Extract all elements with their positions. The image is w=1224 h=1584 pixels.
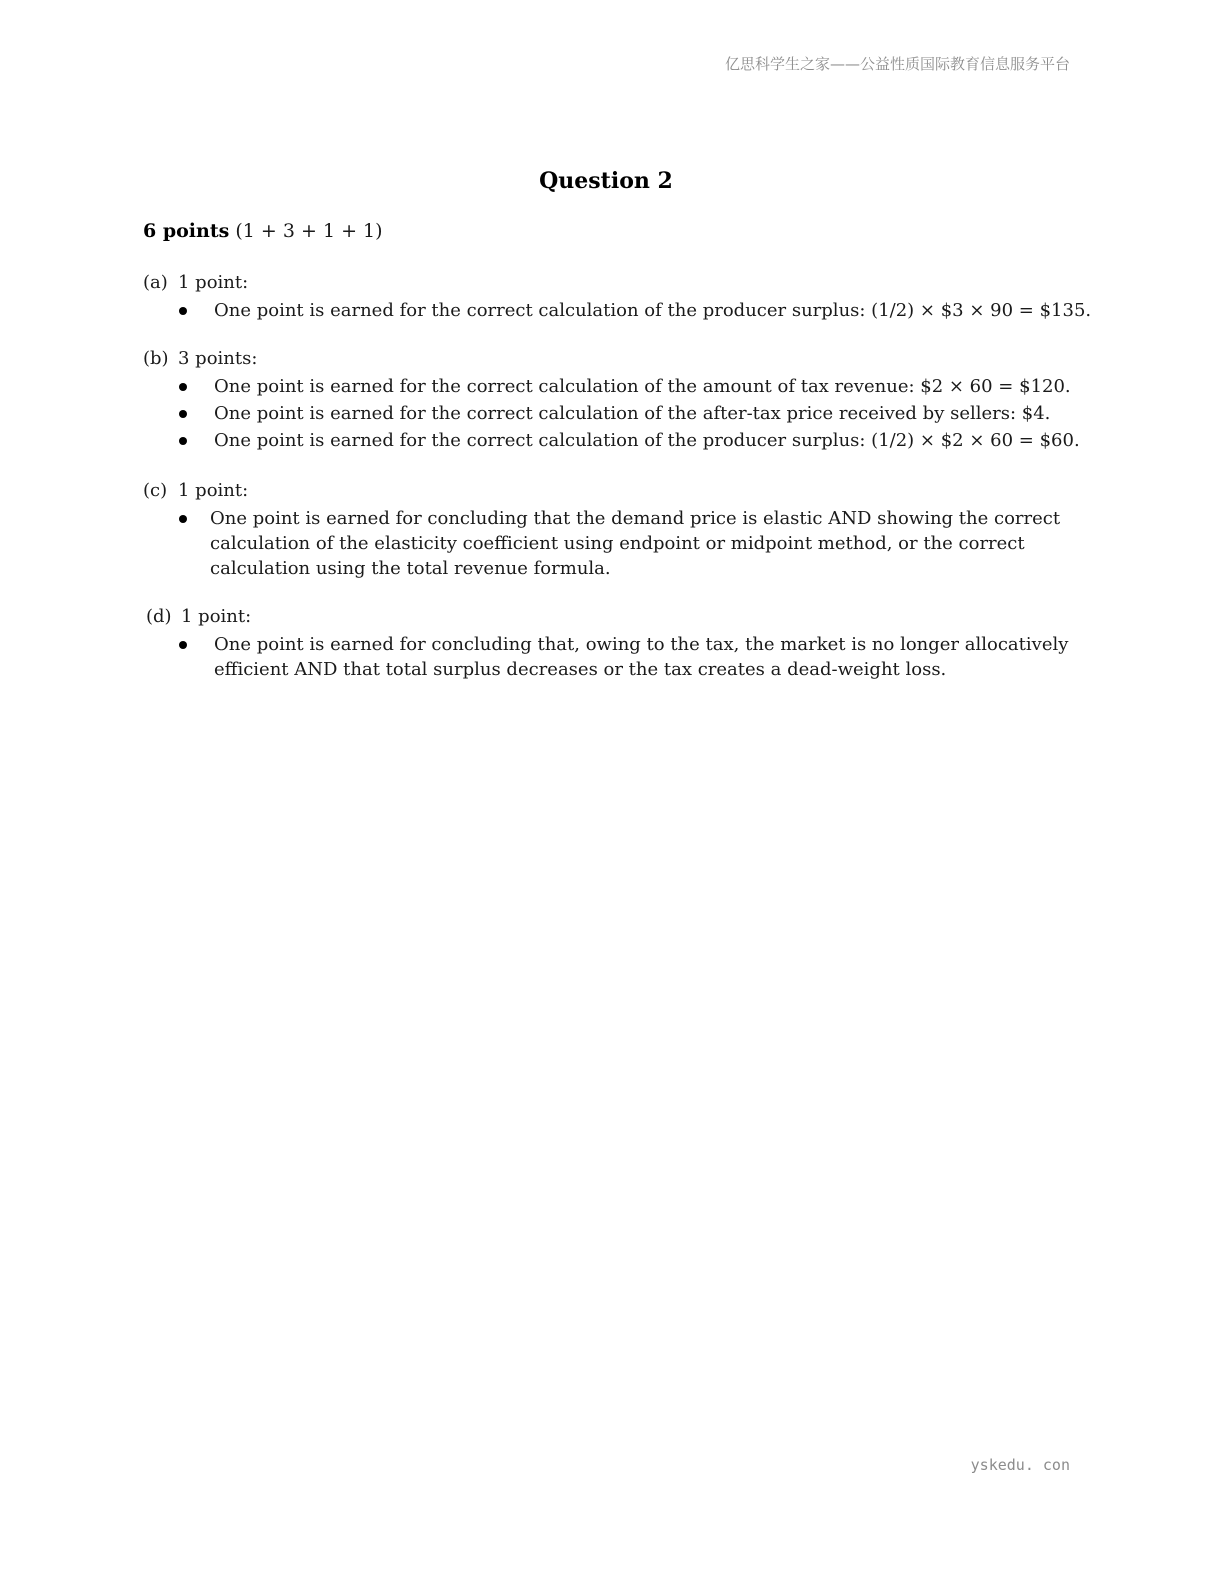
criterion-text: One point is earned for concluding that the demand price is elastic AND showing the correct calculation of the elasticity coefficient using endpoint or midpoint method, or the correct calculation using the total revenue formula. <box>210 508 1061 579</box>
part-letter: (c) <box>143 480 168 501</box>
scoring-criteria-list <box>143 374 1093 453</box>
bullet-icon <box>179 307 187 315</box>
scoring-criterion <box>146 632 1096 682</box>
scoring-criterion <box>143 428 1093 453</box>
scoring-criterion <box>143 374 1093 399</box>
part-heading <box>143 346 1093 371</box>
part-a <box>143 270 1093 325</box>
page-title: Question 2 <box>539 168 673 194</box>
part-heading <box>143 478 1093 503</box>
footer-watermark: yskedu. con <box>970 1456 1070 1474</box>
bullet-icon <box>179 383 187 391</box>
scoring-criterion <box>143 401 1093 426</box>
part-letter: (d) <box>146 606 172 627</box>
part-heading <box>146 604 1096 629</box>
scoring-criteria-list <box>143 298 1093 323</box>
part-points-label: 1 point: <box>181 606 252 627</box>
criterion-text: One point is earned for concluding that, owing to the tax, the market is no longer allocatively efficient AND that total surplus decreases or the tax creates a dead-weight loss. <box>214 634 1069 680</box>
header-watermark: 亿思科学生之家——公益性质国际教育信息服务平台 <box>724 55 1070 73</box>
scoring-criterion <box>143 298 1093 323</box>
scoring-criteria-list <box>143 506 1093 581</box>
criterion-text: One point is earned for the correct calculation of the after-tax price received by sellers: $4. <box>214 403 1051 424</box>
criterion-text: One point is earned for the correct calculation of the amount of tax revenue: $2 × 60 = $120. <box>214 376 1071 397</box>
part-points-label: 1 point: <box>178 272 249 293</box>
points-summary <box>143 220 383 242</box>
part-c <box>143 478 1093 583</box>
part-b <box>143 346 1093 455</box>
part-points-label: 3 points: <box>178 348 258 369</box>
part-d <box>146 604 1096 684</box>
bullet-icon <box>179 437 187 445</box>
scoring-criterion <box>143 506 1093 581</box>
bullet-icon <box>179 410 187 418</box>
scoring-criteria-list <box>146 632 1096 682</box>
part-letter: (a) <box>143 272 168 293</box>
part-points-label: 1 point: <box>178 480 249 501</box>
criterion-text: One point is earned for the correct calculation of the producer surplus: (1/2) × $2 × 60 = $60. <box>214 430 1080 451</box>
criterion-text: One point is earned for the correct calculation of the producer surplus: (1/2) × $3 × 90 = $135. <box>214 300 1092 321</box>
part-letter: (b) <box>143 348 169 369</box>
bullet-icon <box>179 641 187 649</box>
total-points: 6 points <box>143 220 230 242</box>
bullet-icon <box>179 515 187 523</box>
part-heading <box>143 270 1093 295</box>
points-breakdown: (1 + 3 + 1 + 1) <box>235 220 383 242</box>
